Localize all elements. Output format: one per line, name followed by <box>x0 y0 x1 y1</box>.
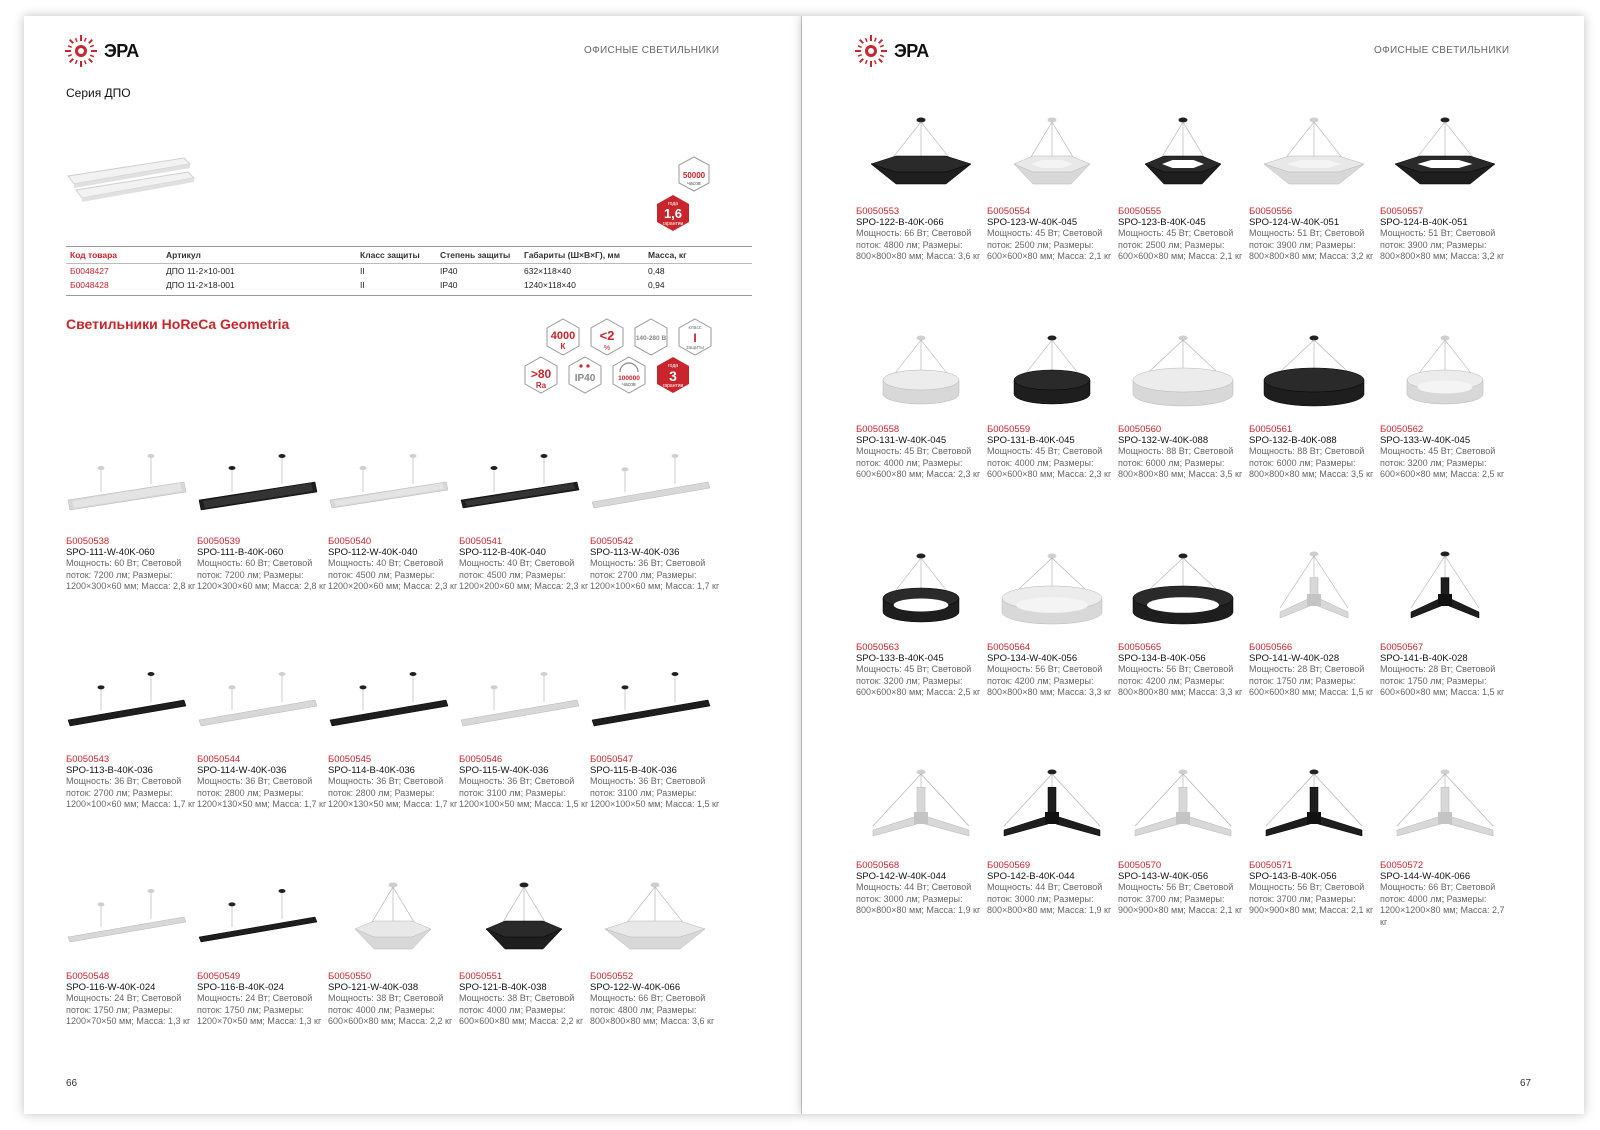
product-image <box>328 434 458 534</box>
product-card <box>1380 758 1510 928</box>
fixture-image <box>197 869 327 969</box>
product-card <box>856 540 986 699</box>
dpo-spec-table <box>66 246 752 292</box>
product-card <box>987 322 1117 481</box>
product-description: Мощность: 51 Вт; Световой поток: 3900 лм; Размеры: 800×800×80 мм; Масса: 3,2 кг <box>1380 228 1505 261</box>
product-card <box>197 869 327 1028</box>
product-image <box>856 322 986 422</box>
product-sku: SPO-111-B-40K-060 <box>197 547 284 558</box>
product-sku: SPO-113-W-40K-036 <box>590 547 680 558</box>
product-description: Мощность: 45 Вт; Световой поток: 3200 лм; Размеры: 600×600×80 мм; Масса: 2,5 кг <box>1380 446 1505 479</box>
product-sku: SPO-124-W-40K-051 <box>1249 217 1340 228</box>
product-sku: SPO-132-B-40K-088 <box>1249 435 1337 446</box>
product-code: Б0050566 <box>1249 642 1293 653</box>
table-cell-mass: 0,48 <box>648 266 665 276</box>
water-drop-icon <box>586 364 589 367</box>
brand-name: ЭРА <box>894 40 929 61</box>
product-description: Мощность: 24 Вт; Световой поток: 1750 лм; Размеры: 1200×70×50 мм; Масса: 1,3 кг <box>66 993 191 1026</box>
product-code: Б0050538 <box>66 536 110 547</box>
product-code: Б0050540 <box>328 536 372 547</box>
table-header-dimensions: Габариты (Ш×В×Г), мм <box>520 247 644 264</box>
product-card <box>66 869 196 1028</box>
product-image <box>459 652 589 752</box>
table-cell-mass: 0,94 <box>648 280 665 290</box>
table-header-row <box>66 247 752 264</box>
product-description: Мощность: 36 Вт; Световой поток: 3100 лм; Размеры: 1200×100×50 мм; Масса: 1,5 кг <box>590 776 720 809</box>
lifetime-badge <box>610 356 648 394</box>
product-sku: SPO-142-B-40K-044 <box>987 871 1075 882</box>
left-page <box>24 16 802 1114</box>
product-card <box>328 869 458 1028</box>
table-row <box>66 278 752 292</box>
ra-unit: Ra <box>535 381 547 390</box>
product-image <box>590 652 720 752</box>
product-image <box>1249 540 1379 640</box>
product-sku: SPO-143-B-40K-056 <box>1249 871 1337 882</box>
product-description: Мощность: 45 Вт; Световой поток: 3200 лм; Размеры: 600×600×80 мм; Масса: 2,5 кг <box>856 664 981 697</box>
product-sku: SPO-134-B-40K-056 <box>1118 653 1206 664</box>
voltage-value: 140-280 В <box>635 335 667 342</box>
table-header-code: Код товара <box>66 247 162 264</box>
product-code: Б0050561 <box>1249 424 1293 435</box>
product-card <box>856 104 986 263</box>
product-card <box>328 652 458 811</box>
product-card <box>987 104 1117 263</box>
product-code: Б0050543 <box>66 754 110 765</box>
product-image <box>1249 104 1379 204</box>
product-description: Мощность: 66 Вт; Световой поток: 4000 лм; Размеры: 1200×1200×80 мм; Масса: 2,7 кг <box>1380 882 1505 927</box>
product-description: Мощность: 40 Вт; Световой поток: 4500 лм; Размеры: 1200×200×60 мм; Масса: 2,3 кг <box>459 558 589 591</box>
product-sku: SPO-115-B-40K-036 <box>590 765 677 776</box>
product-sku: SPO-122-B-40K-066 <box>856 217 944 228</box>
fixture-image <box>1118 322 1248 422</box>
brand-name: ЭРА <box>104 40 139 61</box>
horeca-warranty-badge <box>654 356 692 394</box>
fixture-image <box>1249 104 1379 204</box>
product-code: Б0050560 <box>1118 424 1162 435</box>
product-card <box>1380 540 1510 699</box>
product-sku: SPO-124-B-40K-051 <box>1380 217 1468 228</box>
product-description: Мощность: 56 Вт; Световой поток: 4200 лм; Размеры: 800×800×80 мм; Масса: 3,3 кг <box>1118 664 1243 697</box>
pulse-value: <2 <box>599 328 615 343</box>
class-top: класс <box>688 325 702 331</box>
table-cell-ip: IP40 <box>440 280 458 290</box>
product-sku: SPO-132-W-40K-088 <box>1118 435 1209 446</box>
era-logo <box>64 34 139 68</box>
fixture-image <box>856 322 986 422</box>
product-sku: SPO-142-W-40K-044 <box>856 871 947 882</box>
hours-50000-badge <box>676 156 712 192</box>
fixture-image <box>197 434 327 534</box>
product-sku: SPO-133-B-40K-045 <box>856 653 944 664</box>
product-code: Б0050569 <box>987 860 1031 871</box>
section-title: ОФИСНЫЕ СВЕТИЛЬНИКИ <box>584 45 720 56</box>
table-header-article: Артикул <box>162 247 356 264</box>
product-image <box>987 104 1117 204</box>
product-code: Б0050539 <box>197 536 241 547</box>
product-image <box>328 652 458 752</box>
product-sku: SPO-141-B-40K-028 <box>1380 653 1468 664</box>
product-card <box>987 540 1117 699</box>
era-logo <box>854 34 929 68</box>
product-code: Б0050549 <box>197 971 241 982</box>
product-card <box>1380 322 1510 481</box>
product-code: Б0050555 <box>1118 206 1162 217</box>
product-code: Б0050544 <box>197 754 241 765</box>
product-description: Мощность: 66 Вт; Световой поток: 4800 лм; Размеры: 800×800×80 мм; Масса: 3,6 кг <box>590 993 715 1026</box>
product-description: Мощность: 45 Вт; Световой поток: 2500 лм; Размеры: 600×600×80 мм; Масса: 2,1 кг <box>1118 228 1243 261</box>
product-code: Б0050542 <box>590 536 634 547</box>
product-card <box>590 869 720 1028</box>
fixture-image <box>328 652 458 752</box>
dpo-fixture-image <box>66 154 196 204</box>
product-card <box>459 652 589 811</box>
product-description: Мощность: 51 Вт; Световой поток: 3900 лм; Размеры: 800×800×80 мм; Масса: 3,2 кг <box>1249 228 1374 261</box>
fixture-image <box>1249 322 1379 422</box>
temp-value: 4000 <box>550 330 576 342</box>
product-sku: SPO-131-W-40K-045 <box>856 435 947 446</box>
protection-class-badge <box>676 318 714 356</box>
life-unit: часов <box>622 382 636 388</box>
product-code: Б0050559 <box>987 424 1031 435</box>
product-image <box>66 434 196 534</box>
fixture-image <box>1118 758 1248 858</box>
product-code: Б0050547 <box>590 754 634 765</box>
product-description: Мощность: 36 Вт; Световой поток: 2700 лм; Размеры: 1200×100×60 мм; Масса: 1,7 кг <box>66 776 196 809</box>
fixture-image <box>856 104 986 204</box>
product-image <box>987 758 1117 858</box>
ip40-badge <box>566 356 604 394</box>
product-code: Б0050563 <box>856 642 900 653</box>
product-card <box>1118 104 1248 263</box>
product-image <box>1249 322 1379 422</box>
product-image <box>459 434 589 534</box>
product-description: Мощность: 88 Вт; Световой поток: 6000 лм; Размеры: 800×800×80 мм; Масса: 3,5 кг <box>1249 446 1374 479</box>
fixture-image <box>459 869 589 969</box>
product-image <box>856 758 986 858</box>
product-description: Мощность: 56 Вт; Световой поток: 3700 лм; Размеры: 900×900×80 мм; Масса: 2,1 кг <box>1118 882 1243 915</box>
product-card <box>590 434 720 593</box>
table-header-ip: Степень защиты <box>436 247 520 264</box>
product-image <box>1118 758 1248 858</box>
fixture-image <box>590 652 720 752</box>
product-card <box>1118 322 1248 481</box>
product-image <box>1380 104 1510 204</box>
product-description: Мощность: 38 Вт; Световой поток: 4000 лм; Размеры: 600×600×80 мм; Масса: 2,2 кг <box>459 993 584 1026</box>
product-image <box>1380 758 1510 858</box>
product-image <box>1118 540 1248 640</box>
product-description: Мощность: 56 Вт; Световой поток: 4200 лм; Размеры: 800×800×80 мм; Масса: 3,3 кг <box>987 664 1112 697</box>
product-sku: SPO-116-B-40K-024 <box>197 982 284 993</box>
product-code: Б0050551 <box>459 971 503 982</box>
product-description: Мощность: 36 Вт; Световой поток: 2800 лм; Размеры: 1200×130×50 мм; Масса: 1,7 кг <box>197 776 327 809</box>
product-code: Б0050572 <box>1380 860 1424 871</box>
fixture-image <box>197 652 327 752</box>
product-image <box>1249 758 1379 858</box>
product-image <box>856 104 986 204</box>
warranty-label: гарантии <box>662 383 684 389</box>
table-cell-code: Б0048428 <box>70 280 109 290</box>
product-image <box>987 540 1117 640</box>
fixture-image <box>1118 540 1248 640</box>
product-description: Мощность: 45 Вт; Световой поток: 4000 лм; Размеры: 600×600×80 мм; Масса: 2,3 кг <box>987 446 1112 479</box>
product-description: Мощность: 45 Вт; Световой поток: 4000 лм; Размеры: 600×600×80 мм; Масса: 2,3 кг <box>856 446 981 479</box>
product-sku: SPO-122-W-40K-066 <box>590 982 681 993</box>
table-cell-article: ДПО 11-2×10-001 <box>166 266 235 276</box>
product-sku: SPO-134-W-40K-056 <box>987 653 1078 664</box>
fixture-image <box>987 104 1117 204</box>
product-code: Б0050545 <box>328 754 372 765</box>
era-sun-icon <box>854 34 888 68</box>
horeca-title: Светильники HoReCa Geometria <box>66 316 290 332</box>
product-sku: SPO-112-B-40K-040 <box>459 547 546 558</box>
product-description: Мощность: 28 Вт; Световой поток: 1750 лм; Размеры: 600×600×80 мм; Масса: 1,5 кг <box>1249 664 1374 697</box>
product-code: Б0050558 <box>856 424 900 435</box>
product-code: Б0050557 <box>1380 206 1424 217</box>
product-code: Б0050565 <box>1118 642 1162 653</box>
era-sun-icon <box>64 34 98 68</box>
product-code: Б0050564 <box>987 642 1031 653</box>
product-image <box>987 322 1117 422</box>
fixture-image <box>1249 758 1379 858</box>
product-card <box>459 869 589 1028</box>
product-description: Мощность: 60 Вт; Световой поток: 7200 лм; Размеры: 1200×300×60 мм; Масса: 2,8 кг <box>197 558 327 591</box>
fixture-image <box>66 869 196 969</box>
product-sku: SPO-143-W-40K-056 <box>1118 871 1209 882</box>
product-image <box>1118 104 1248 204</box>
class-bottom: защиты <box>686 345 704 351</box>
fixture-image <box>1380 322 1510 422</box>
pulse-unit: % <box>603 345 611 352</box>
product-description: Мощность: 24 Вт; Световой поток: 1750 лм; Размеры: 1200×70×50 мм; Масса: 1,3 кг <box>197 993 322 1026</box>
fixture-image <box>987 540 1117 640</box>
table-cell-class: II <box>360 280 365 290</box>
product-code: Б0050541 <box>459 536 503 547</box>
product-code: Б0050550 <box>328 971 372 982</box>
product-description: Мощность: 45 Вт; Световой поток: 2500 лм; Размеры: 600×600×80 мм; Масса: 2,1 кг <box>987 228 1112 261</box>
product-card <box>1249 322 1379 481</box>
product-sku: SPO-111-W-40K-060 <box>66 547 155 558</box>
product-code: Б0050556 <box>1249 206 1293 217</box>
hours-value: 50000 <box>682 171 706 180</box>
product-description: Мощность: 88 Вт; Световой поток: 6000 лм; Размеры: 800×800×80 мм; Масса: 3,5 кг <box>1118 446 1243 479</box>
page-number: 66 <box>66 1078 78 1089</box>
product-sku: SPO-121-W-40K-038 <box>328 982 419 993</box>
fixture-image <box>1380 758 1510 858</box>
product-card <box>856 322 986 481</box>
product-code: Б0050546 <box>459 754 503 765</box>
product-sku: SPO-123-W-40K-045 <box>987 217 1078 228</box>
color-temp-badge <box>544 318 582 356</box>
product-description: Мощность: 44 Вт; Световой поток: 3000 лм; Размеры: 800×800×80 мм; Масса: 1,9 кг <box>856 882 981 915</box>
fixture-image <box>590 434 720 534</box>
warranty-value: 3 <box>669 368 677 384</box>
product-description: Мощность: 56 Вт; Световой поток: 3700 лм; Размеры: 900×900×80 мм; Масса: 2,1 кг <box>1249 882 1374 915</box>
product-image <box>459 869 589 969</box>
right-page <box>802 16 1584 1114</box>
voltage-badge <box>632 318 670 356</box>
product-sku: SPO-144-W-40K-066 <box>1380 871 1471 882</box>
warranty-value: 1,6 <box>663 206 683 221</box>
hours-unit: часов <box>687 181 701 187</box>
product-sku: SPO-121-B-40K-038 <box>459 982 547 993</box>
warranty-label: гарантии <box>662 221 684 227</box>
water-drop-icon <box>579 364 582 367</box>
ra-value: >80 <box>530 367 552 381</box>
product-code: Б0050567 <box>1380 642 1424 653</box>
product-card <box>1118 758 1248 917</box>
fixture-image <box>459 652 589 752</box>
product-description: Мощность: 28 Вт; Световой поток: 1750 лм; Размеры: 600×600×80 мм; Масса: 1,5 кг <box>1380 664 1505 697</box>
product-image <box>590 434 720 534</box>
product-sku: SPO-112-W-40K-040 <box>328 547 418 558</box>
product-code: Б0050554 <box>987 206 1031 217</box>
product-sku: SPO-116-W-40K-024 <box>66 982 156 993</box>
table-cell-article: ДПО 11-2×18-001 <box>166 280 235 290</box>
product-description: Мощность: 38 Вт; Световой поток: 4000 лм; Размеры: 600×600×80 мм; Масса: 2,2 кг <box>328 993 453 1026</box>
class-value: I <box>693 331 697 345</box>
product-code: Б0050571 <box>1249 860 1293 871</box>
fixture-image <box>66 434 196 534</box>
warranty-top: года <box>667 363 679 369</box>
product-sku: SPO-123-B-40K-045 <box>1118 217 1206 228</box>
product-card <box>66 652 196 811</box>
product-sku: SPO-133-W-40K-045 <box>1380 435 1471 446</box>
product-image <box>66 652 196 752</box>
product-sku: SPO-114-W-40K-036 <box>197 765 287 776</box>
fixture-image <box>856 540 986 640</box>
fixture-image <box>590 869 720 969</box>
product-card <box>1249 540 1379 699</box>
ip-value: IP40 <box>574 373 596 384</box>
fixture-image <box>1118 104 1248 204</box>
product-card <box>1380 104 1510 263</box>
product-image <box>1118 322 1248 422</box>
product-image <box>66 869 196 969</box>
fixture-image <box>987 322 1117 422</box>
fixture-image <box>1249 540 1379 640</box>
product-image <box>1380 540 1510 640</box>
product-image <box>1380 322 1510 422</box>
product-sku: SPO-115-W-40K-036 <box>459 765 549 776</box>
product-sku: SPO-114-B-40K-036 <box>328 765 415 776</box>
product-card <box>1249 104 1379 263</box>
product-description: Мощность: 40 Вт; Световой поток: 4500 лм; Размеры: 1200×200×60 мм; Масса: 2,3 кг <box>328 558 458 591</box>
product-card <box>590 652 720 811</box>
product-image <box>328 869 458 969</box>
product-image <box>856 540 986 640</box>
series-title: Серия ДПО <box>66 86 131 100</box>
product-code: Б0050553 <box>856 206 900 217</box>
table-cell-ip: IP40 <box>440 266 458 276</box>
product-code: Б0050552 <box>590 971 634 982</box>
product-description: Мощность: 44 Вт; Световой поток: 3000 лм; Размеры: 800×800×80 мм; Масса: 1,9 кг <box>987 882 1112 915</box>
table-cell-dimensions: 632×118×40 <box>524 266 572 276</box>
warranty-badge <box>654 194 692 232</box>
product-card <box>459 434 589 593</box>
table-cell-code: Б0048427 <box>70 266 109 276</box>
product-card <box>856 758 986 917</box>
product-description: Мощность: 36 Вт; Световой поток: 2700 лм; Размеры: 1200×100×60 мм; Масса: 1,7 кг <box>590 558 720 591</box>
product-code: Б0050568 <box>856 860 900 871</box>
product-image <box>590 869 720 969</box>
product-image <box>197 869 327 969</box>
product-card <box>66 434 196 593</box>
product-card <box>197 434 327 593</box>
fixture-image <box>1380 540 1510 640</box>
fixture-image <box>328 869 458 969</box>
life-value: 100000 <box>618 375 640 382</box>
product-code: Б0050548 <box>66 971 110 982</box>
table-cell-class: II <box>360 266 365 276</box>
table-header-class: Класс защиты <box>356 247 436 264</box>
fixture-image <box>328 434 458 534</box>
fixture-image <box>66 652 196 752</box>
fixture-image <box>987 758 1117 858</box>
product-sku: SPO-131-B-40K-045 <box>987 435 1075 446</box>
fixture-image <box>459 434 589 534</box>
table-divider <box>66 295 752 296</box>
warranty-top: года <box>667 201 679 207</box>
product-card <box>197 652 327 811</box>
fixture-image <box>856 758 986 858</box>
fixture-image <box>1380 104 1510 204</box>
product-image <box>197 434 327 534</box>
product-code: Б0050562 <box>1380 424 1424 435</box>
temp-unit: К <box>560 342 566 351</box>
product-card <box>1118 540 1248 699</box>
product-description: Мощность: 36 Вт; Световой поток: 3100 лм; Размеры: 1200×100×50 мм; Масса: 1,5 кг <box>459 776 589 809</box>
product-description: Мощность: 36 Вт; Световой поток: 2800 лм; Размеры: 1200×130×50 мм; Масса: 1,7 кг <box>328 776 458 809</box>
page-number: 67 <box>1520 1078 1532 1089</box>
pulse-badge <box>588 318 626 356</box>
table-header-mass: Масса, кг <box>644 247 752 264</box>
product-card <box>328 434 458 593</box>
product-description: Мощность: 66 Вт; Световой поток: 4800 лм; Размеры: 800×800×80 мм; Масса: 3,6 кг <box>856 228 981 261</box>
product-card <box>987 758 1117 917</box>
product-sku: SPO-141-W-40K-028 <box>1249 653 1340 664</box>
table-row <box>66 264 752 279</box>
section-title: ОФИСНЫЕ СВЕТИЛЬНИКИ <box>1374 45 1510 56</box>
product-code: Б0050570 <box>1118 860 1162 871</box>
product-description: Мощность: 60 Вт; Световой поток: 7200 лм; Размеры: 1200×300×60 мм; Масса: 2,8 кг <box>66 558 196 591</box>
product-card <box>1249 758 1379 917</box>
product-sku: SPO-113-B-40K-036 <box>66 765 153 776</box>
product-image <box>197 652 327 752</box>
table-cell-dimensions: 1240×118×40 <box>524 280 576 290</box>
ra-badge <box>522 356 560 394</box>
